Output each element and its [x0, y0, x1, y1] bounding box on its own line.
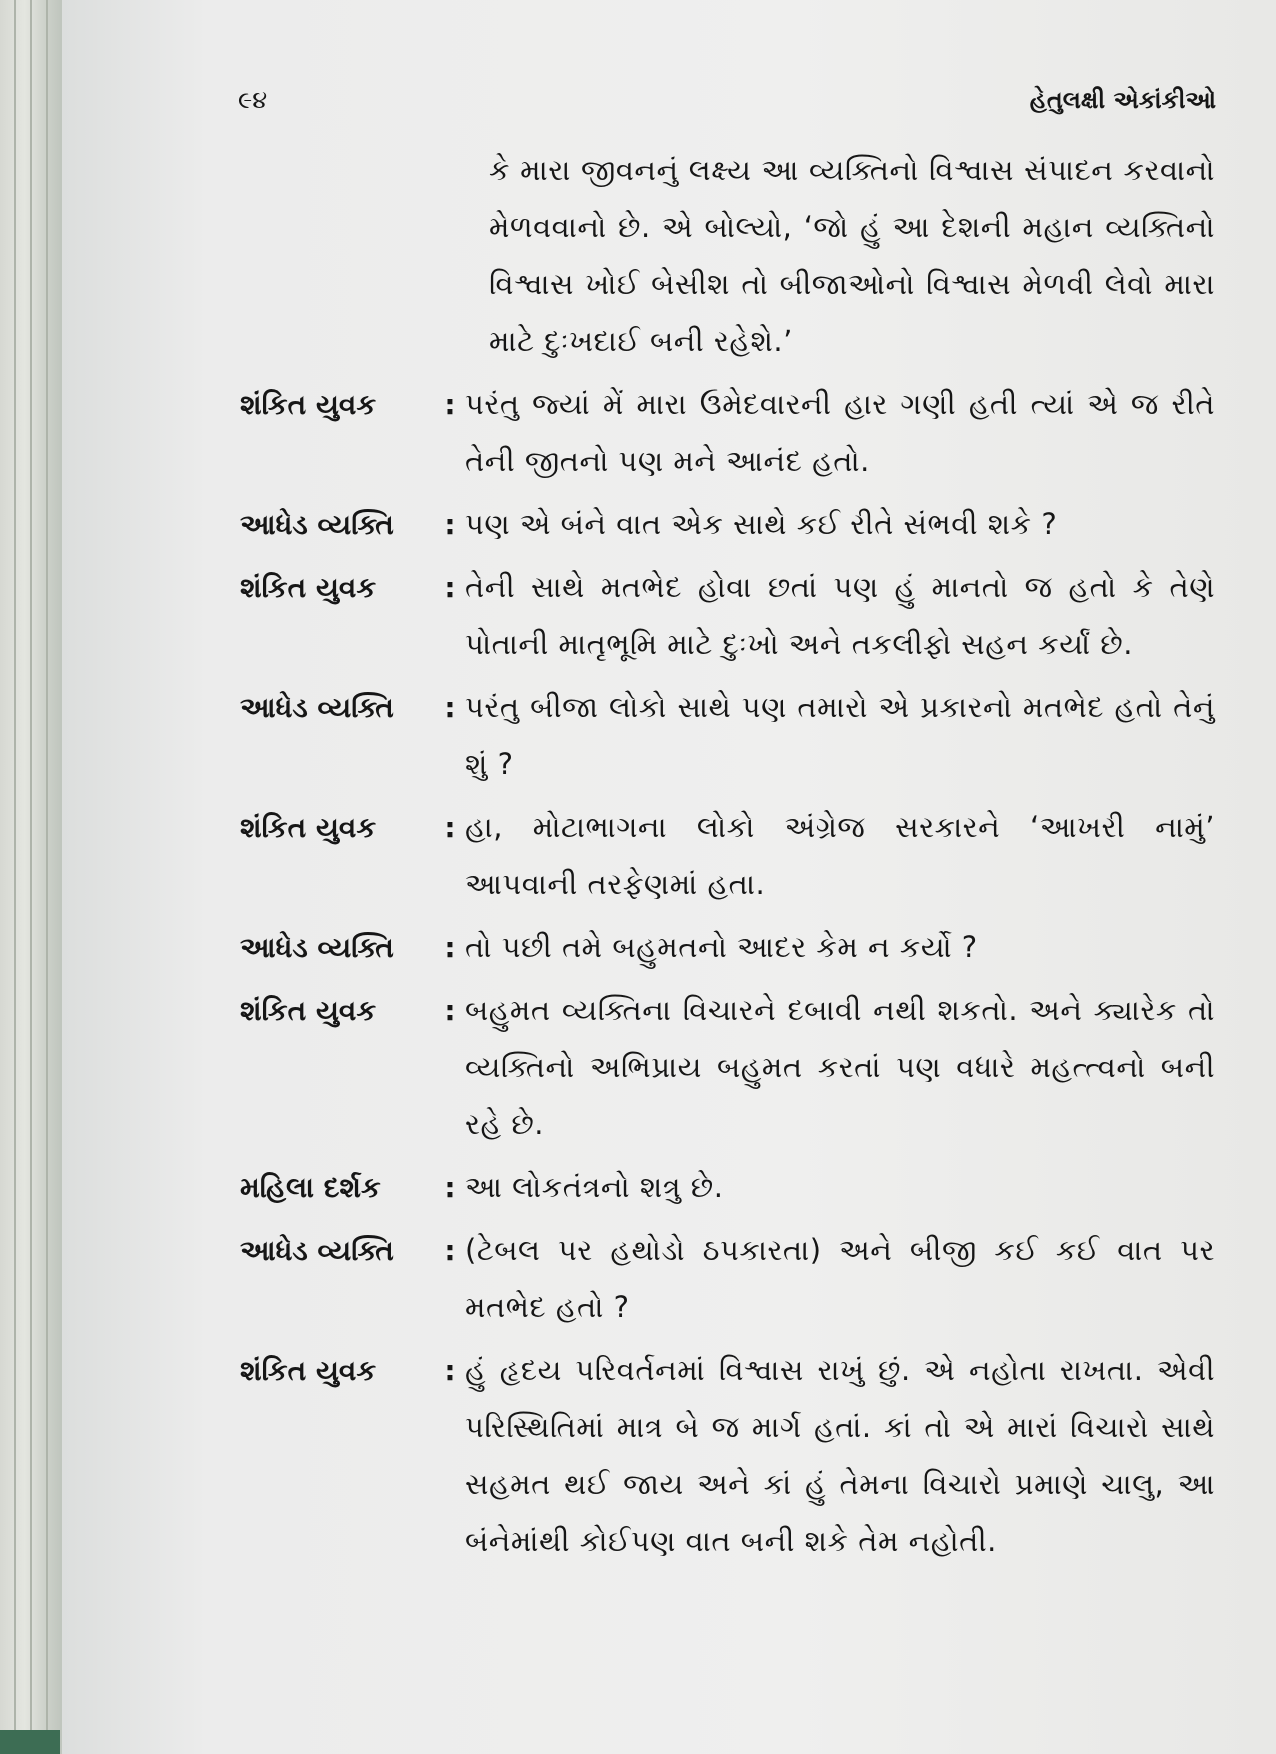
dialogue-body [240, 142, 1215, 1576]
dialogue-entry [240, 1159, 1215, 1216]
speaker-name: આધેડ વ્યક્તિ [240, 1234, 394, 1267]
dialogue-line: (ટેબલ પર હથોડો ઠપકારતા) અને બીજી કઈ કઈ વાત પર મતભેદ હતો ? [465, 1233, 1215, 1324]
speaker-colon: : [444, 931, 456, 964]
speaker-name: આધેડ વ્યક્તિ [240, 508, 394, 541]
speaker-name: શંકિત યુવક [240, 571, 377, 604]
dialogue-entry [240, 799, 1215, 913]
dialogue-entry [240, 982, 1215, 1153]
dialogue-entry [240, 559, 1215, 673]
speaker-colon: : [444, 1171, 456, 1204]
running-title: હેતુલક્ષી એકાંકીઓ [1029, 86, 1216, 114]
dialogue-line: બહુમત વ્યક્તિના વિચારને દબાવી નથી શકતો. અને ક્યારેક તો વ્યક્તિનો અભિપ્રાય બહુમત કરતાં પણ વધારે મહત્ત્વનો બની રહે છે. [465, 993, 1215, 1141]
speaker-name: શંકિત યુવક [240, 811, 377, 844]
dialogue-line: તેની સાથે મતભેદ હોવા છતાં પણ હું માનતો જ હતો કે તેણે પોતાની માતૃભૂમિ માટે દુઃખો અને તકલીફો સહન કર્યાં છે. [465, 570, 1215, 661]
speaker-name: શંકિત યુવક [240, 388, 377, 421]
speaker-colon: : [444, 1234, 456, 1267]
speaker-name: શંકિત યુવક [240, 994, 377, 1027]
speaker-name: મહિલા દર્શક [240, 1171, 381, 1204]
dialogue-line: તો પછી તમે બહુમતનો આદર કેમ ન કર્યો ? [465, 930, 978, 964]
book-page-edges [0, 0, 62, 1754]
speaker-colon: : [444, 994, 456, 1027]
continued-speech [489, 142, 1215, 370]
dialogue-entry [240, 496, 1215, 553]
continued-speech-text: કે મારા જીવનનું લક્ષ્ય આ વ્યક્તિનો વિશ્વાસ સંપાદન કરવાનો મેળવવાનો છે. એ બોલ્યો, ‘જો હું આ દેશની મહાન વ્યક્તિનો વિશ્વાસ ખોઈ બેસીશ તો બીજાઓનો વિશ્વાસ મેળવી લેવો મારા માટે દુઃખદાઈ બની રહેશે.’ [489, 153, 1215, 358]
dialogue-line: હું હૃદય પરિવર્તનમાં વિશ્વાસ રાખું છું. એ નહોતા રાખતા. એવી પરિસ્થિતિમાં માત્ર બે જ માર્ગ હતાં. કાં તો એ મારાં વિચારો સાથે સહમત થઈ જાય અને કાં હું તેમના વિચારો પ્રમાણે ચાલુ, આ બંનેમાંથી કોઈપણ વાત બની શકે તેમ નહોતી. [465, 1353, 1215, 1558]
speaker-name: આધેડ વ્યક્તિ [240, 931, 394, 964]
dialogue-line: પણ એ બંને વાત એક સાથે કઈ રીતે સંભવી શકે ? [465, 507, 1058, 541]
speaker-colon: : [444, 1354, 456, 1387]
dialogue-entry [240, 376, 1215, 490]
dialogue-entry [240, 919, 1215, 976]
dialogue-entry [240, 1222, 1215, 1336]
speaker-name: આધેડ વ્યક્તિ [240, 691, 394, 724]
speaker-colon: : [444, 811, 456, 844]
dialogue-entry [240, 679, 1215, 793]
dialogue-line: આ લોકતંત્રનો શત્રુ છે. [465, 1170, 724, 1204]
speaker-colon: : [444, 388, 456, 421]
speaker-colon: : [444, 571, 456, 604]
speaker-name: શંકિત યુવક [240, 1354, 377, 1387]
dialogue-entry [240, 1342, 1215, 1570]
page-header [238, 86, 1216, 116]
dialogue-line: પરંતુ બીજા લોકો સાથે પણ તમારો એ પ્રકારનો મતભેદ હતો તેનું શું ? [465, 690, 1215, 781]
speaker-colon: : [444, 691, 456, 724]
dialogue-line: પરંતુ જ્યાં મેં મારા ઉમેદવારની હાર ગણી હતી ત્યાં એ જ રીતે તેની જીતનો પણ મને આનંદ હતો. [465, 387, 1215, 478]
book-cover-edge [0, 1730, 60, 1754]
page-number: ૯૪ [238, 86, 268, 114]
dialogue-line: હા, મોટાભાગના લોકો અંગ્રેજ સરકારને ‘આખરી નામું’ આપવાની તરફેણમાં હતા. [465, 810, 1215, 901]
speaker-colon: : [444, 508, 456, 541]
